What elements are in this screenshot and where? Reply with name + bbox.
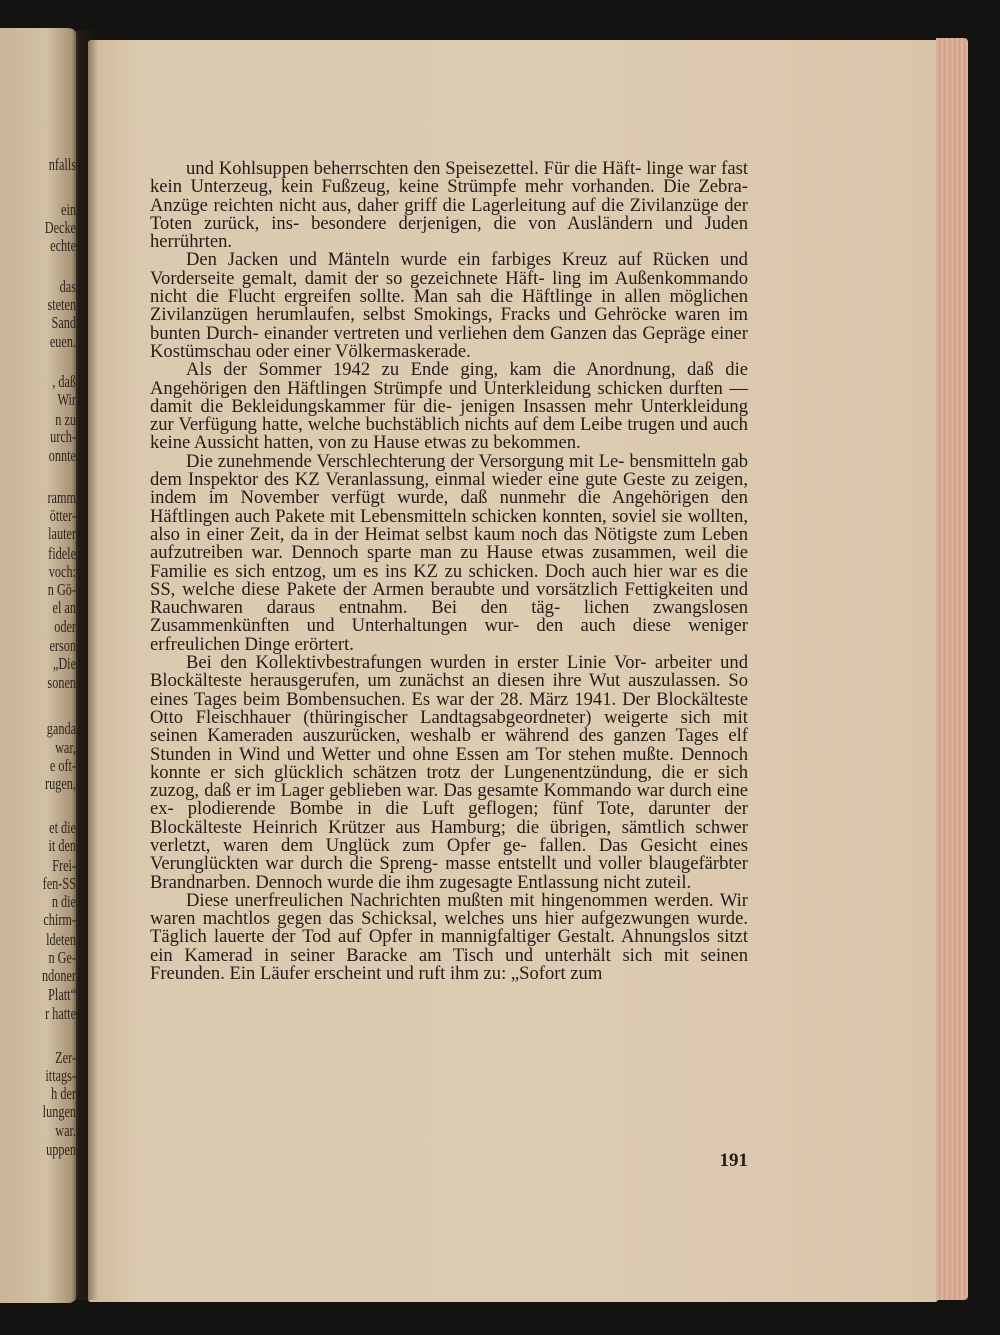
text-line: wurde die ihm zugesagte Entlassung nicht zuteil. [327,871,692,893]
text-line: uns hier aufgezwungen wurde. Täglich lauerte der Tod auf [150,908,748,948]
left-page-fragment: fen-SS [42,874,76,893]
left-page-fragment: urch- [50,427,76,446]
left-page-fragment: war, [55,738,76,757]
left-page-fragment: fidele [48,544,76,563]
left-page-fragment: chirm- [43,910,76,929]
text-line: werden. Wir waren machtlos gegen das Schicksal, welches [150,889,748,930]
text-line: masse entstellt und voller blaugefärbter Brandnarben. Dennoch [150,853,748,893]
left-page-fragment: ötter- [49,506,76,525]
text-line: lichen zwangslosen Zusammenkünften und Unterhaltungen wur- [150,597,748,637]
text-line: daß die Angehörigen den Häftlingen Strümpfe und Unterkleidung [150,359,748,399]
text-line: Den Jacken und Mänteln wurde ein farbiges Kreuz auf [186,249,642,271]
paragraph [150,450,749,655]
text-line: also in einer Zeit, da in der Heimat selbst kaum noch das [150,523,589,545]
paragraph [150,889,748,985]
left-page-fragment: it den [48,836,76,855]
paragraph [150,251,748,361]
left-page-fragment: ganda [46,719,76,738]
text-line: ling im Außenkommando nicht die Flucht ergreifen sollte. Man [150,267,748,308]
text-line: Diese unerfreulichen Nachrichten mußten mit hingenommen [186,889,648,911]
text-line: Rücken und Vorderseite gemalt, damit der so gezeichnete Häft- [150,249,748,289]
left-page-fragment: sonen [47,673,76,692]
left-page-fragment: n Ge- [48,948,76,967]
paragraph [150,160,748,251]
text-line: welche buchstäblich nichts auf dem Leibe trugen und auch [307,414,748,436]
left-page-fragment: rugen, [45,774,76,793]
text-line: wurde, daß nunmehr die Angehörigen den Häftlingen auch [150,487,748,527]
text-line: wieder eine gute Geste zu zeigen, indem im November verfügt [150,469,748,509]
text-line: sämtlich schwer verletzt, waren dem Unglück zum Opfer ge- [150,816,748,856]
left-page-fragment: Frei- [52,856,76,875]
left-page-fragment: n die [51,892,76,911]
left-page-fragment: ndoner [42,966,76,985]
left-page-fragment: ein [61,200,76,219]
text-line: vorhanden. Die Zebra-Anzüge reichten nicht aus, daher griff [150,176,748,216]
text-line: Die zunehmende Verschlechterung der Versorgung mit Le- [186,450,625,472]
text-line: Opfer in mannigfaltiger Gestalt. Ahnungslos sitzt ein Kamerad [150,926,748,966]
left-page-fragment: ittags- [45,1066,76,1085]
text-line: um es ins KZ zu schicken. Doch auch hier war es die SS, [150,560,748,600]
text-line: die Lagerleitung auf die Zivilanzüge der Toten zurück, ins- [150,194,748,234]
left-page-fragment: n zu [55,410,76,429]
left-page-fragment: , daß [52,372,76,391]
text-line: Bei den Kollektivbestrafungen wurden in erster Linie Vor- [186,652,647,674]
left-page-fragment: ramm [47,488,76,507]
left-page-fragment: voch: [48,562,76,581]
text-line: der Lungenentzündung, die er sich zuzog, daß er im Lager [150,761,748,802]
left-page-edge [0,28,78,1303]
left-page-fragment: uppen [46,1140,76,1159]
text-line: Als der Sommer 1942 zu Ende ging, kam die Anordnung, [186,359,676,381]
left-page-fragment: Zer- [55,1048,76,1067]
paragraph [150,654,748,892]
page-stack-edge [936,38,968,1300]
left-page-fragment: h der [51,1084,76,1103]
page-number: 191 [719,1150,748,1171]
text-line: einander vertreten und verliehen dem Ganzen das Gepräge einer [264,322,748,344]
left-page-fragment: echte [50,236,76,255]
text-line: arbeiter und Blockälteste herausgerufen, um zunächst an diesen [150,652,748,692]
body-text [150,160,748,983]
left-page-fragment: lauter [48,524,76,543]
text-line: welche diese Pakete der Armen beraubte und vorsätzlich [182,578,618,600]
text-line: keine Aussicht hatten, von zu Hause etwas zu bekommen. [150,432,581,454]
left-page-fragment: Platt“ [48,985,76,1004]
text-line: fallen. Das Gesicht eines Verunglückten war durch die Spreng- [150,834,749,875]
text-line: Kostümschau oder einer Völkermaskerade. [150,340,471,362]
text-line: Fettigkeiten und Rauchwaren daraus entnahm. Bei den täg- [150,578,749,619]
text-line: Pakete mit Lebensmitteln schicken konnten, soviel sie wollten, [275,505,749,527]
text-line: Kameraden auszurücken, weshalb er während des ganzen Tages [207,725,719,747]
left-page-fragment: lungen [42,1102,76,1121]
left-page-fragment: e oft- [49,756,76,775]
text-line: zu Hause etwas zusammen, weil die Familie es sich entzog, [150,542,748,582]
left-page-fragment: el an [52,598,76,617]
text-line: elf Stunden in Wind und Wetter und ohne Essen am Tor [150,725,748,765]
left-page-fragment: euen. [49,332,76,351]
text-line: plodierende Bombe in die Luft geflogen; fünf Tote, darunter [187,798,711,820]
left-page-fragment: steten [47,295,76,314]
text-line: besondere derjenigen, die von Ausländern und Juden herrührten. [150,212,748,253]
text-line: linge war fast kein Unterzeug, kein Fußzeug, keine Strümpfe mehr [150,158,748,198]
text-line: und Kohlsuppen beherrschten den Speisezettel. Für die Häft- [186,158,642,179]
left-page-fragment: oder [54,617,76,636]
left-page-fragment: n Gö- [47,580,76,599]
left-page-fragment: nfalls [48,155,76,174]
text-line: jenigen Insassen mehr Unterkleidung zur Verfügung hatte, [150,395,748,436]
left-page-fragment: ldeten [46,930,76,949]
text-line: der Blockälteste Heinrich Krützer aus Hamburg; die übrigen, [150,798,748,838]
text-line: geblieben war. Das gesamte Kommando war durch eine ex- [150,780,748,820]
left-page-fragment: das [59,277,76,296]
left-page-fragment: war. [55,1121,76,1140]
left-page-fragment: Decke [44,218,76,237]
left-page-fragment: „Die [52,654,76,673]
left-page-fragment: et die [49,818,76,837]
paragraph [150,361,748,452]
text-line: ihre Wut auszulassen. So eines Tages beim Bombensuchen. Es [150,670,748,710]
text-line: (thüringischer Landtagsabgeordneter) weigerte sich mit seinen [150,706,748,747]
text-line: selbst Smokings, Fracks und Gehröcke waren im bunten Durch- [150,304,748,344]
text-line: den auch diese weniger erfreulichen Dinge erörtert. [150,615,748,655]
left-page-fragment: r hatte [45,1004,76,1023]
left-page-fragment: onnte [48,446,76,465]
left-page-fragment: Sand [51,313,76,332]
text-line: schicken durften — damit die Bekleidungskammer für die- [150,377,749,417]
text-line: in seiner Baracke am Tisch und unterhält sich mit seinen [264,944,748,966]
text-line: Nötigste zum Leben aufzutreiben war. Dennoch sparte man [150,523,748,564]
text-line: stehen mußte. Dennoch konnte er sich glücklich schätzen trotz [150,743,749,783]
text-line: Freunden. Ein Läufer erscheint und ruft ihm zu: „Sofort zum [150,963,603,985]
left-page-fragment: erson [49,636,76,655]
left-page-fragment: Wir [57,390,76,409]
text-line: sah die Häftlinge in allen möglichen Zivilanzügen herumlaufen, [150,286,749,326]
text-line: bensmitteln gab dem Inspektor des KZ Veranlassung, einmal [150,450,748,491]
text-line: war der 28. März 1941. Der Blockälteste Otto Fleischhauer [150,688,748,728]
book-gutter [76,30,98,1300]
